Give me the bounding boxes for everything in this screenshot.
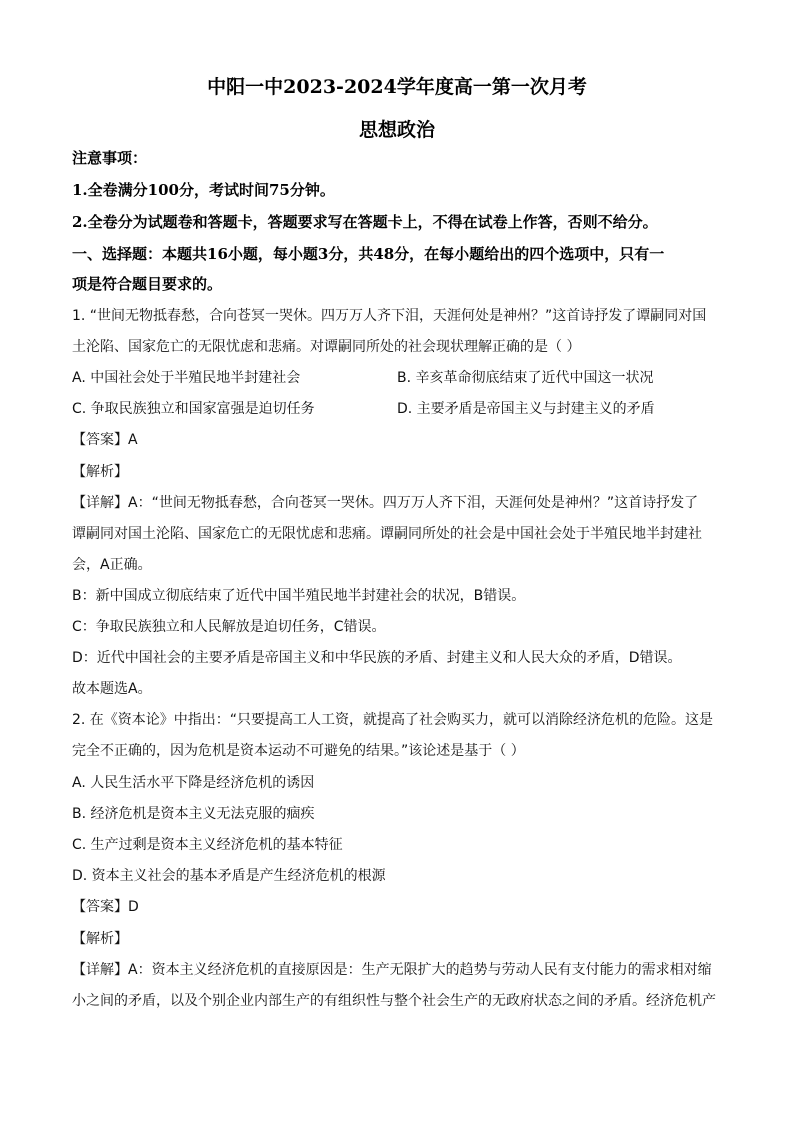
q2-option-d: D. 资本主义社会的基本矛盾是产生经济危机的根源 <box>72 868 386 884</box>
q2-detail-line1: 【详解】A：资本主义经济危机的直接原因是：生产无限扩大的趋势与劳动人民有支付能力的需求相对缩 <box>72 962 712 978</box>
q1-conclusion: 故本题选A。 <box>72 681 152 697</box>
q1-answer: 【答案】A <box>72 432 138 448</box>
q2-option-c: C. 生产过剩是资本主义经济危机的基本特征 <box>72 837 343 853</box>
q1-option-a: A. 中国社会处于半殖民地半封建社会 <box>72 370 301 386</box>
q2-detail-line2: 小之间的矛盾，以及个别企业内部生产的有组织性与整个社会生产的无政府状态之间的矛盾。经济危机产 <box>72 993 716 1009</box>
section-heading-line2: 项是符合题目要求的。 <box>72 275 223 293</box>
q2-option-a: A. 人民生活水平下降是经济危机的诱因 <box>72 775 315 791</box>
q2-stem-line1: 2. 在《资本论》中指出：“只要提高工人工资，就提高了社会购买力，就可以消除经济危机的危险。这是 <box>72 712 714 728</box>
q2-analysis-label: 【解析】 <box>72 931 128 947</box>
q1-detail-b: B：新中国成立彻底结束了近代中国半殖民地半封建社会的状况，B错误。 <box>72 588 526 604</box>
notes-heading: 注意事项： <box>72 149 148 167</box>
q2-option-b: B. 经济危机是资本主义无法克服的痼疾 <box>72 806 315 822</box>
subject-title: 思想政治 <box>358 119 435 141</box>
q1-detail-line2: 谭嗣同对国土沦陷、国家危亡的无限忧虑和悲痛。谭嗣同所处的社会是中国社会处于半殖民地半封建社 <box>72 526 702 542</box>
q1-detail-d: D：近代中国社会的主要矛盾是帝国主义和中华民族的矛盾、封建主义和人民大众的矛盾，D错误。 <box>72 650 682 666</box>
notes-item-1: 1.全卷满分100分，考试时间75分钟。 <box>72 181 335 199</box>
q1-detail-line3: 会，A正确。 <box>72 557 152 573</box>
q1-stem-line1: 1. “世间无物抵春愁，合向苍冥一哭休。四万万人齐下泪，天涯何处是神州？”这首诗抒发了谭嗣同对国 <box>72 308 707 324</box>
q1-analysis-label: 【解析】 <box>72 464 128 480</box>
section-heading-line1: 一、选择题：本题共16小题，每小题3分，共48分，在每小题给出的四个选项中，只有一 <box>72 245 665 263</box>
q2-stem-line2: 完全不正确的，因为危机是资本运动不可避免的结果。”该论述是基于（ ） <box>72 743 525 759</box>
q1-detail-line1: 【详解】A：“世间无物抵春愁，合向苍冥一哭休。四万万人齐下泪，天涯何处是神州？”这首诗抒发了 <box>72 495 699 511</box>
q2-answer: 【答案】D <box>72 899 139 915</box>
q1-option-d: D. 主要矛盾是帝国主义与封建主义的矛盾 <box>397 401 655 417</box>
q1-detail-c: C：争取民族独立和人民解放是迫切任务，C错误。 <box>72 619 386 635</box>
q1-stem-line2: 土沦陷、国家危亡的无限忧虑和悲痛。对谭嗣同所处的社会现状理解正确的是（ ） <box>72 339 581 355</box>
q1-option-b: B. 辛亥革命彻底结束了近代中国这一状况 <box>397 370 654 386</box>
notes-item-2: 2.全卷分为试题卷和答题卡，答题要求写在答题卡上，不得在试卷上作答，否则不给分。 <box>72 213 658 231</box>
exam-title: 中阳一中2023-2024学年度高一第一次月考 <box>207 76 587 98</box>
q1-option-c: C. 争取民族独立和国家富强是迫切任务 <box>72 401 315 417</box>
